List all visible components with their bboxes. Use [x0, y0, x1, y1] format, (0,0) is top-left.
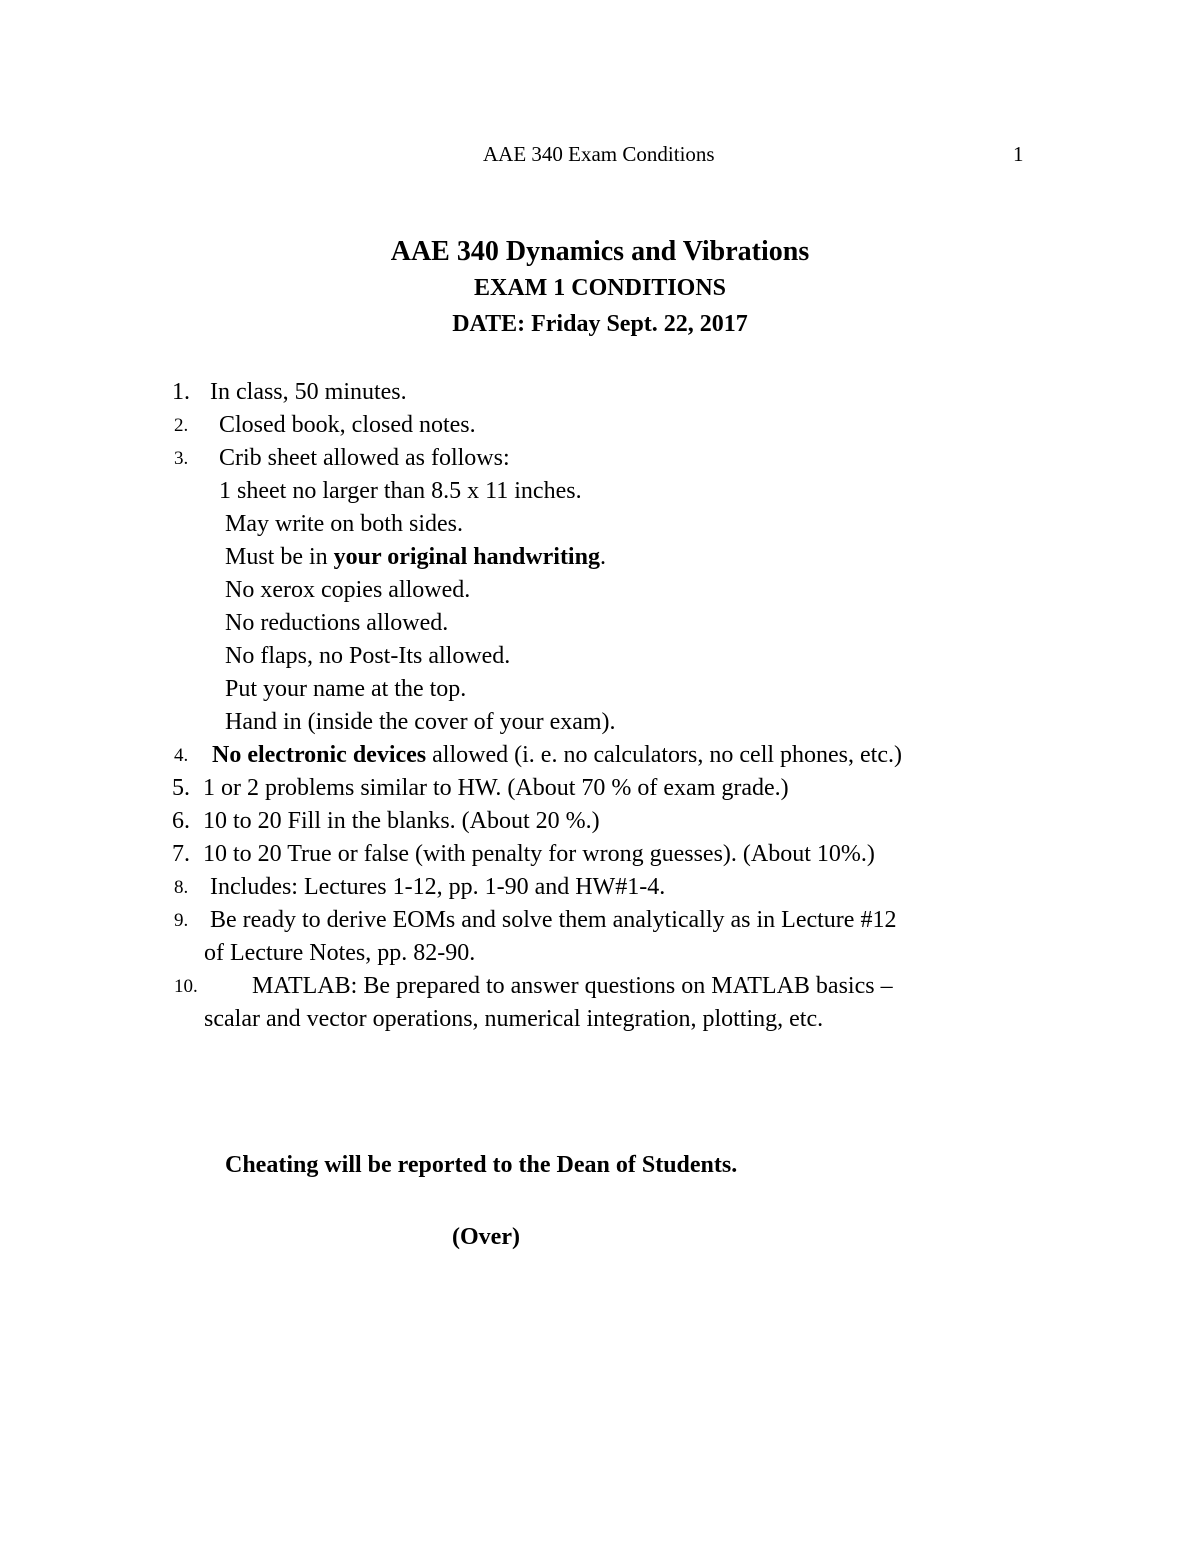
list-subitem	[0, 706, 1200, 739]
item-number: 5.	[172, 775, 190, 801]
subitem-text	[225, 541, 606, 574]
item-text: Closed book, closed notes.	[219, 412, 476, 438]
list-item	[0, 442, 1200, 475]
list-subitem	[0, 607, 1200, 640]
item-text: 1 or 2 problems similar to HW. (About 70 % of exam grade.)	[203, 775, 789, 801]
item-number: 7.	[172, 841, 190, 867]
list-item	[0, 970, 1200, 1003]
conditions-list	[0, 376, 1200, 1036]
list-subitem	[0, 475, 1200, 508]
item-number: 8.	[174, 877, 189, 898]
item-text: In class, 50 minutes.	[210, 379, 407, 405]
item-text-continued: of Lecture Notes, pp. 82-90.	[204, 940, 476, 966]
list-item	[0, 871, 1200, 904]
item-number: 10.	[174, 976, 198, 997]
list-item-continuation	[0, 1003, 1200, 1036]
subitem-text: Put your name at the top.	[225, 676, 467, 702]
running-title: AAE 340 Exam Conditions	[483, 142, 715, 166]
item-text: MATLAB: Be prepared to answer questions on MATLAB basics –	[252, 973, 893, 999]
list-item	[0, 805, 1200, 838]
subitem-prefix: Must be in	[225, 544, 334, 570]
item-text: Be ready to derive EOMs and solve them analytically as in Lecture #12	[210, 907, 897, 933]
list-subitem	[0, 640, 1200, 673]
list-subitem	[0, 673, 1200, 706]
over-note: (Over)	[452, 1224, 520, 1250]
subitem-text: Hand in (inside the cover of your exam).	[225, 709, 616, 735]
emphasis-text: No electronic devices	[212, 742, 427, 768]
list-item	[0, 376, 1200, 409]
item-number: 6.	[172, 808, 190, 834]
list-item	[0, 838, 1200, 871]
item-text: Crib sheet allowed as follows:	[219, 445, 510, 471]
item-text: 10 to 20 Fill in the blanks. (About 20 %.)	[203, 808, 600, 834]
title-block	[0, 234, 1200, 342]
page-number: 1	[1013, 142, 1024, 166]
list-subitem	[0, 541, 1200, 574]
exam-subtitle: EXAM 1 CONDITIONS	[473, 275, 727, 301]
item-number: 2.	[174, 415, 189, 436]
subitem-text: No reductions allowed.	[225, 610, 449, 636]
list-item	[0, 739, 1200, 772]
item-number: 4.	[174, 745, 189, 766]
list-subitem	[0, 508, 1200, 541]
item-text-continued: scalar and vector operations, numerical integration, plotting, etc.	[204, 1006, 824, 1032]
item-number: 3.	[174, 448, 189, 469]
cheating-warning: Cheating will be reported to the Dean of Students.	[225, 1152, 738, 1178]
subitem-text: No flaps, no Post-Its allowed.	[225, 643, 511, 669]
exam-date: DATE: Friday Sept. 22, 2017	[452, 311, 748, 337]
item-text-rest: allowed (i. e. no calculators, no cell phones, etc.)	[426, 742, 902, 768]
list-item	[0, 409, 1200, 442]
list-item-continuation	[0, 937, 1200, 970]
item-text: 10 to 20 True or false (with penalty for wrong guesses). (About 10%.)	[203, 841, 875, 867]
subitem-text: 1 sheet no larger than 8.5 x 11 inches.	[219, 478, 582, 504]
subitem-suffix: .	[599, 544, 606, 570]
document-title: AAE 340 Dynamics and Vibrations	[390, 236, 810, 267]
list-item	[0, 772, 1200, 805]
item-text	[212, 739, 902, 772]
item-number: 1.	[172, 379, 190, 405]
emphasis-text: your original handwriting	[333, 544, 600, 570]
list-subitem	[0, 574, 1200, 607]
subitem-text: May write on both sides.	[225, 511, 463, 537]
list-item	[0, 904, 1200, 937]
item-number: 9.	[174, 910, 189, 931]
item-text: Includes: Lectures 1-12, pp. 1-90 and HW#1-4.	[210, 874, 666, 900]
subitem-text: No xerox copies allowed.	[225, 577, 471, 603]
